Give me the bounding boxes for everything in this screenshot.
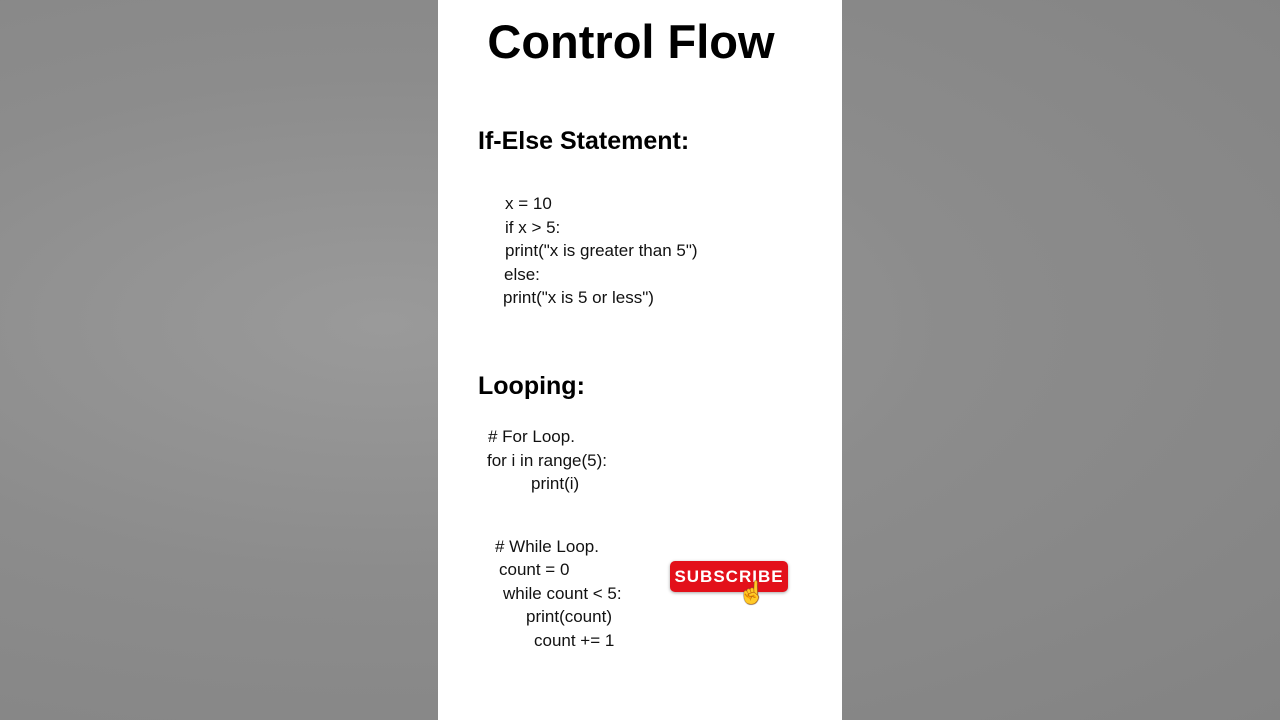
- code-line: while count < 5:: [503, 584, 622, 603]
- looping-heading: Looping:: [478, 372, 585, 400]
- code-line: for i in range(5):: [487, 451, 607, 470]
- if-else-heading: If-Else Statement:: [478, 127, 690, 155]
- subscribe-button[interactable]: [670, 561, 788, 592]
- code-line: count = 0: [499, 560, 570, 579]
- code-line: print("x is greater than 5"): [505, 241, 698, 260]
- code-line: if x > 5:: [505, 218, 561, 237]
- code-line: print(count): [526, 607, 612, 626]
- code-line: else:: [504, 265, 540, 284]
- hand-pointer-icon: ☝: [738, 580, 766, 605]
- code-line: print(i): [531, 474, 580, 493]
- code-line: print("x is 5 or less"): [503, 288, 654, 307]
- slide-panel: [438, 0, 842, 720]
- subscribe-label: SUBSCRIBE: [674, 566, 784, 586]
- code-line: # While Loop.: [495, 537, 599, 556]
- page-title: Control Flow: [487, 15, 775, 68]
- code-line: x = 10: [505, 194, 552, 213]
- code-line: # For Loop.: [488, 427, 575, 446]
- code-line: count += 1: [534, 631, 615, 650]
